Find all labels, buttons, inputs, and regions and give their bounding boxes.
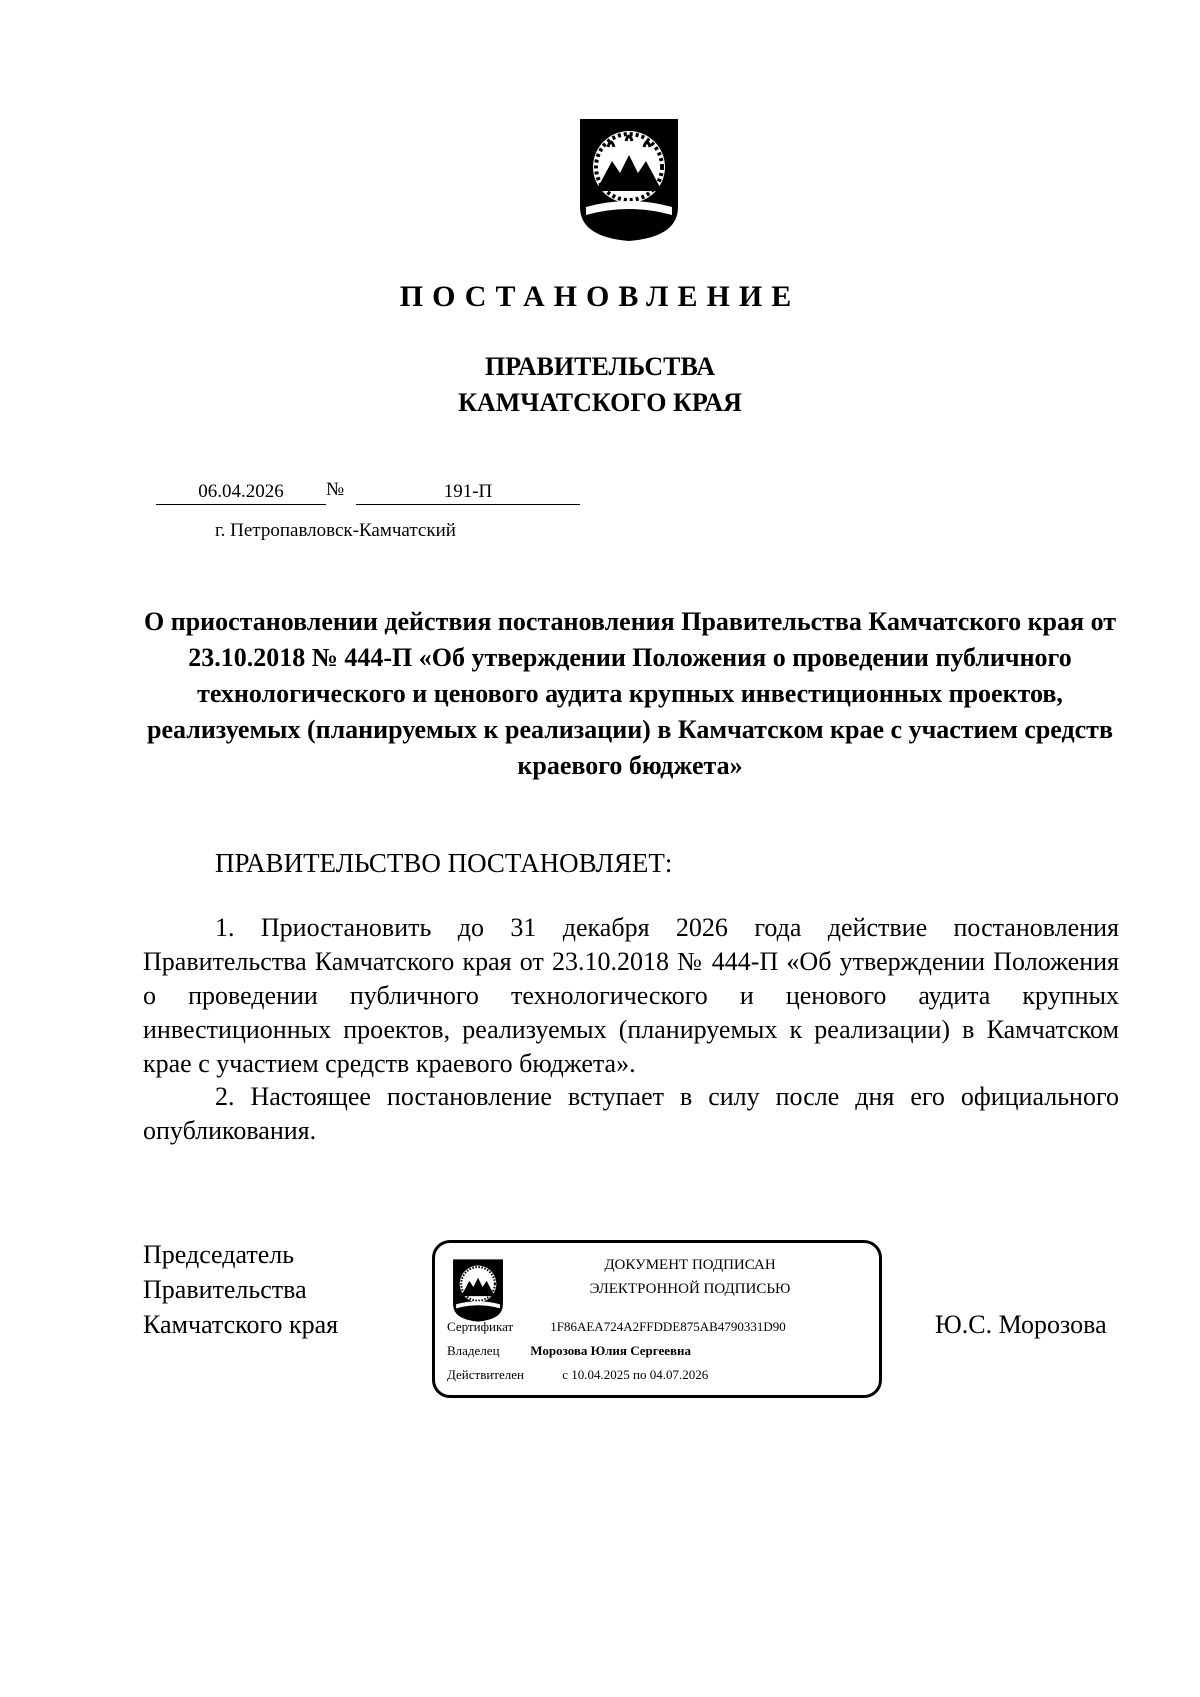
coat-of-arms-icon [576, 115, 682, 243]
stamp-validity-row [447, 1367, 708, 1383]
stamp-owner-value: Морозова Юлия Сергеевна [530, 1343, 692, 1358]
stamp-certificate-value: 1F86AEA724A2FFDDE875AB4790331D90 [550, 1319, 786, 1334]
signer-position-line-2: Правительства [143, 1275, 307, 1304]
stamp-coat-of-arms-icon [451, 1257, 505, 1323]
resolves-heading: ПРАВИТЕЛЬСТВО ПОСТАНОВЛЯЕТ: [215, 848, 673, 878]
electronic-signature-stamp [432, 1240, 882, 1398]
stamp-title-line-1: ДОКУМЕНТ ПОДПИСАН [604, 1257, 776, 1273]
stamp-owner-row [447, 1343, 691, 1359]
authority-line-1: ПРАВИТЕЛЬСТВА [485, 352, 715, 381]
number-sign: № [326, 479, 345, 500]
paragraph-1: 1. Приостановить до 31 декабря 2026 года действие постановления Правительства Камчатского края от 23.10.2018 № 444-П «Об утверждении Положения о проведении публичного технологического и ценового аудита крупных инвестиционных проектов, реализуемых (планируемых к реализации) в Камчатском крае с участием средств краевого бюджета». [143, 913, 1119, 1078]
document-type: ПОСТАНОВЛЕНИЕ [399, 280, 801, 313]
authority-line-2: КАМЧАТСКОГО КРАЯ [458, 388, 742, 417]
signer-name: Ю.С. Морозова [935, 1310, 1107, 1339]
signer-position-line-1: Председатель [143, 1240, 295, 1269]
paragraph-2: 2. Настоящее постановление вступает в силу после дня его официального опубликования. [143, 1082, 1119, 1145]
stamp-validity-label: Действителен [447, 1367, 524, 1382]
stamp-title-line-2: ЭЛЕКТРОННОЙ ПОДПИСЬЮ [589, 1281, 791, 1297]
stamp-owner-label: Владелец [447, 1343, 500, 1358]
stamp-certificate-label: Сертификат [447, 1319, 514, 1334]
signer-position-line-3: Камчатского края [143, 1310, 339, 1339]
stamp-certificate-row [447, 1319, 786, 1335]
document-number: 191-П [356, 480, 580, 505]
document-title: О приостановлении действия постановления Правительства Камчатского края от 23.10.2018 № 444-П «Об утверждении Положения о проведении публичного технологического и ценового аудита крупных инвестиционных проектов, реализуемых (планируемых к реализации) в Камчатском крае с участием средств краевого бюджета» [143, 607, 1117, 780]
document-date: 06.04.2026 [156, 480, 326, 505]
city: г. Петропавловск-Камчатский [215, 520, 456, 541]
stamp-validity-value: с 10.04.2025 по 04.07.2026 [562, 1367, 709, 1382]
